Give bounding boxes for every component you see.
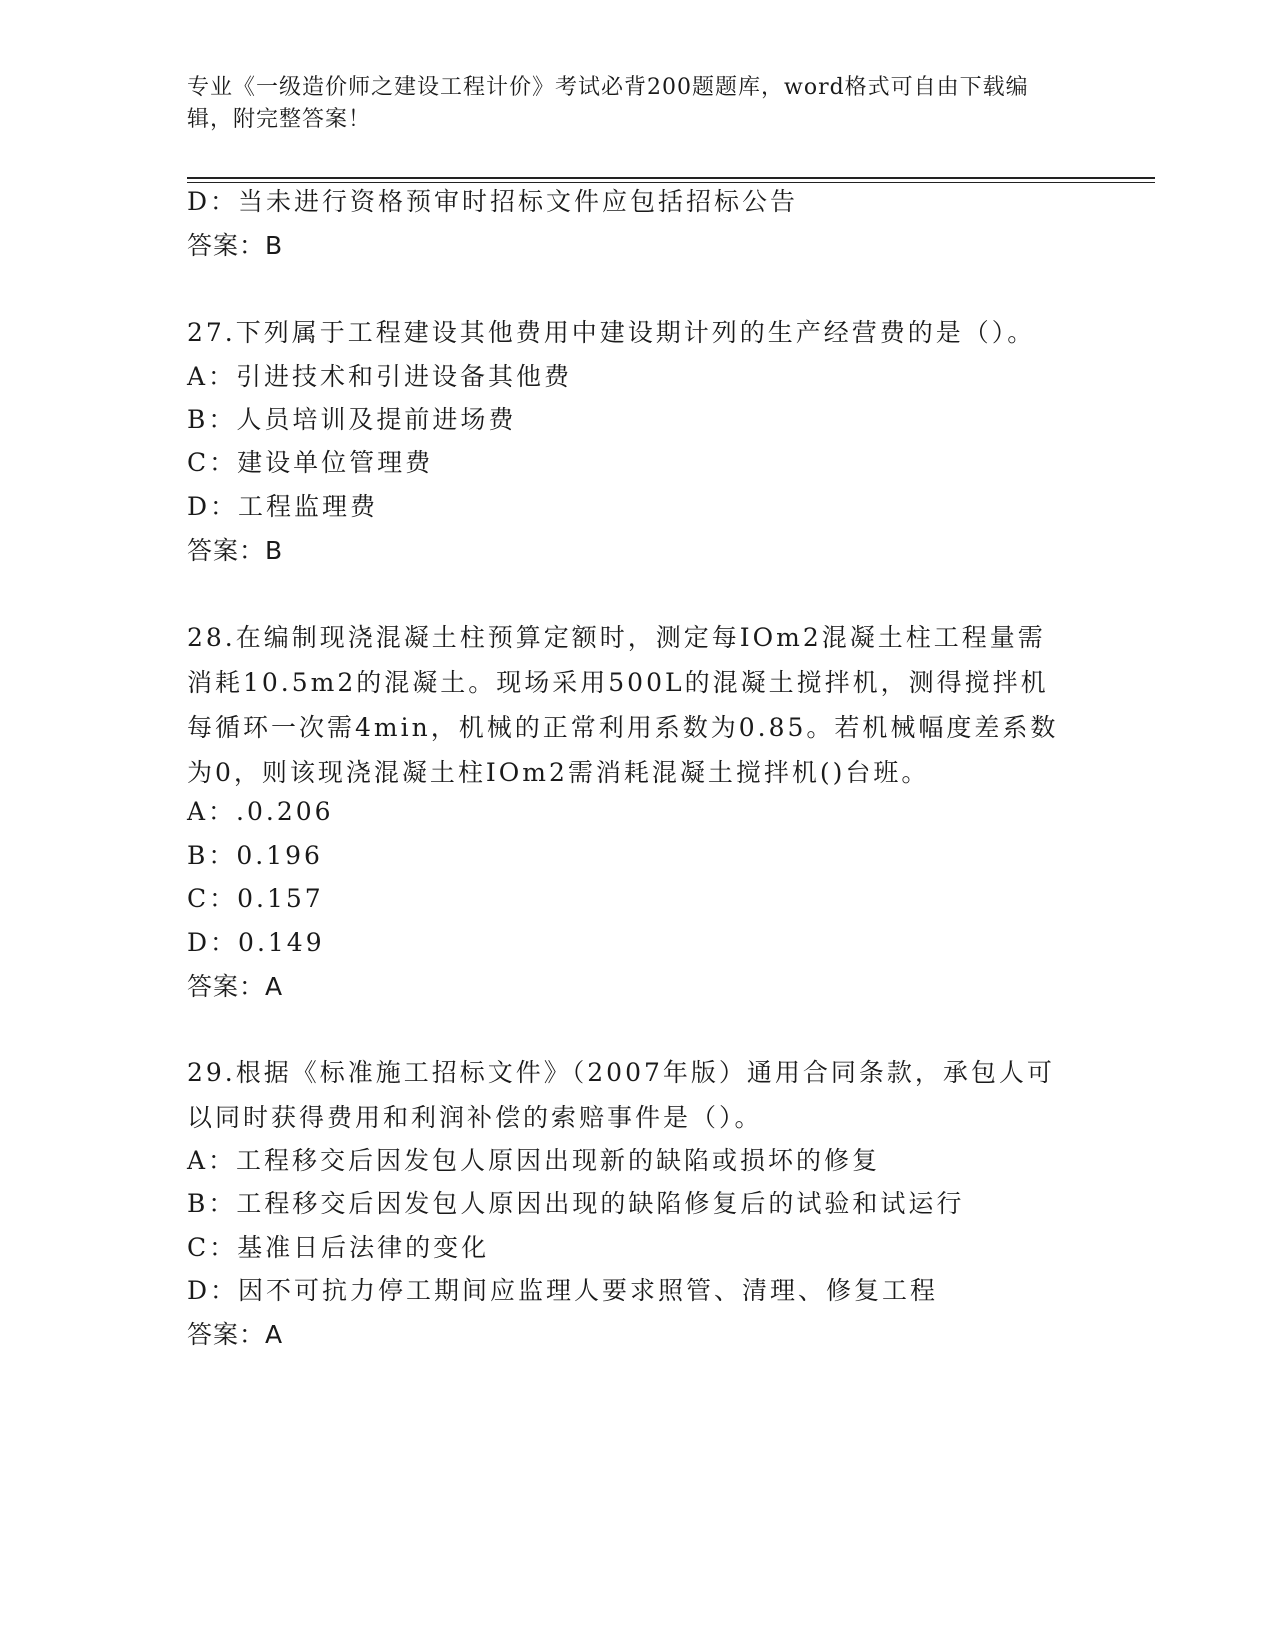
q29-option-a: A：工程移交后因发包人原因出现新的缺陷或损坏的修复 xyxy=(187,1146,881,1175)
q29-question: 29.根据《标准施工招标文件》（2007年版）通用合同条款，承包人可以同时获得费用和利润补偿的索赔事件是（）。 xyxy=(187,1058,1055,1132)
q28-option-c: C：0.157 xyxy=(187,884,324,913)
q28-answer: 答案：A xyxy=(187,972,284,1001)
q28-option-d: D：0.149 xyxy=(187,928,325,957)
q28-question: 28.在编制现浇混凝土柱预算定额时，测定每IOm2混凝土柱工程量需消耗10.5m2的混凝土。现场采用500L的混凝土搅拌机，测得搅拌机每循环一次需4min，机械的正常利用系数为0.85。若机械幅度差系数为0，则该现浇混凝土柱IOm2需消耗混凝土搅拌机()台班。 xyxy=(187,623,1059,787)
q29-answer: 答案：A xyxy=(187,1320,284,1349)
q27-option-c: C：建设单位管理费 xyxy=(187,448,434,477)
q27-question: 27.下列属于工程建设其他费用中建设期计列的生产经营费的是（）。 xyxy=(187,318,1036,347)
q27-option-a: A：引进技术和引进设备其他费 xyxy=(187,362,573,391)
q29-option-b: B：工程移交后因发包人原因出现的缺陷修复后的试验和试运行 xyxy=(187,1189,965,1218)
header-rule-thick xyxy=(187,177,1155,179)
q27-answer: 答案：B xyxy=(187,536,284,565)
q29-option-c: C：基准日后法律的变化 xyxy=(187,1233,490,1262)
q28-option-a: A：.0.206 xyxy=(187,797,334,826)
q27-option-b: B：人员培训及提前进场费 xyxy=(187,405,517,434)
document-header: 专业《一级造价师之建设工程计价》考试必背200题题库，word格式可自由下载编辑，附完整答案！ xyxy=(187,75,1029,132)
prev-option-d: D：当未进行资格预审时招标文件应包括招标公告 xyxy=(187,187,799,216)
q29-option-d: D：因不可抗力停工期间应监理人要求照管、清理、修复工程 xyxy=(187,1276,939,1305)
prev-answer: 答案：B xyxy=(187,231,284,260)
q28-option-b: B：0.196 xyxy=(187,841,323,870)
header-rule-thin xyxy=(187,182,1155,183)
q27-option-d: D：工程监理费 xyxy=(187,492,379,521)
